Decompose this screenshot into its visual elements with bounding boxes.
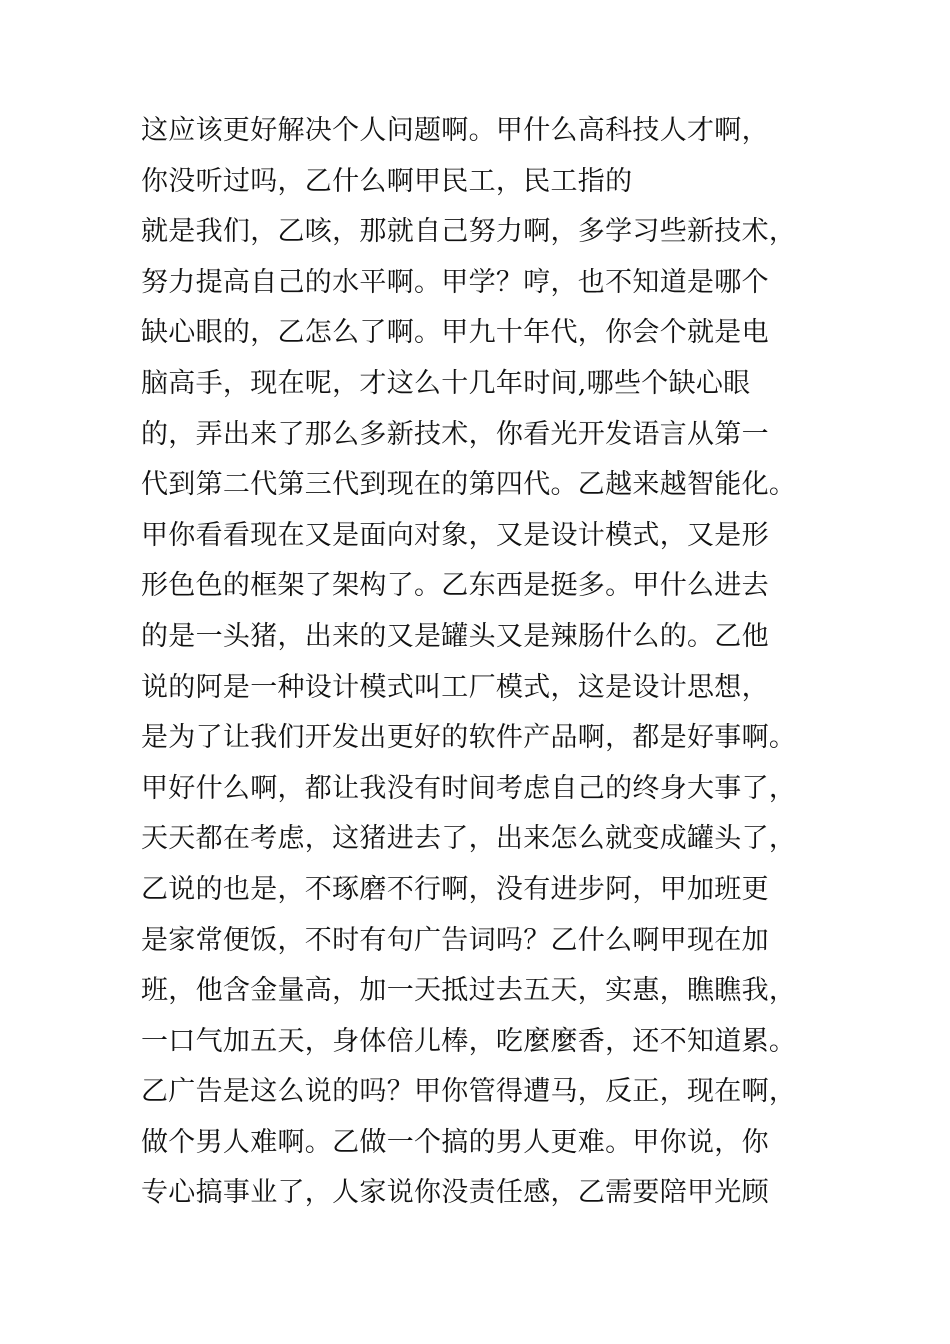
text-line-2: 你没听过吗，乙什么啊甲民工，民工指的 [141,165,633,197]
text-line-7: 的，弄出来了那么多新技术，你看光开发语言从第一 [141,418,769,450]
text-line-3: 就是我们，乙咳，那就自己努力啊，多学习些新技术， [141,216,797,248]
text-line-14: 甲好什么啊，都让我没有时间考虑自己的终身大事了， [141,772,797,804]
text-line-8: 代到第二代第三代到现在的第四代。乙越来越智能化。 [141,469,797,501]
text-line-4: 努力提高自己的水平啊。甲学？哼，也不知道是哪个 [141,266,769,298]
body-text [141,106,841,1219]
text-line-20: 乙广告是这么说的吗？甲你管得遭马，反正，现在啊， [141,1076,797,1108]
text-line-1: 这应该更好解决个人问题啊。甲什么高科技人才啊， [141,115,769,146]
text-line-11: 的是一头猪，出来的又是罐头又是辣肠什么的。乙他 [141,620,769,652]
text-line-9: 甲你看看现在又是面向对象，又是设计模式，又是形 [141,519,769,551]
text-line-18: 班，他含金量高，加一天抵过去五天，实惠，瞧瞧我， [141,975,797,1007]
text-line-10: 形色色的框架了架构了。乙东西是挺多。甲什么进去 [141,570,769,602]
text-line-12: 说的阿是一种设计模式叫工厂模式，这是设计思想， [141,671,769,703]
text-line-13: 是为了让我们开发出更好的软件产品啊，都是好事啊。 [141,722,797,754]
text-line-21: 做个男人难啊。乙做一个搞的男人更难。甲你说，你 [141,1126,769,1158]
text-line-16: 乙说的也是，不琢磨不行啊，没有进步阿，甲加班更 [141,873,769,905]
text-line-17: 是家常便饭，不时有句广告词吗？乙什么啊甲现在加 [141,924,769,956]
text-line-5: 缺心眼的，乙怎么了啊。甲九十年代，你会个就是电 [141,317,769,349]
text-line-19: 一口气加五天，身体倍儿棒，吃麼麼香，还不知道累。 [141,1025,797,1057]
text-line-15: 天天都在考虑，这猪进去了，出来怎么就变成罐头了， [141,823,797,855]
text-line-22: 专心搞事业了，人家说你没责任感，乙需要陪甲光顾 [141,1177,769,1209]
text-line-6: 脑高手，现在呢，才这么十几年时间,哪些个缺心眼 [141,367,751,399]
